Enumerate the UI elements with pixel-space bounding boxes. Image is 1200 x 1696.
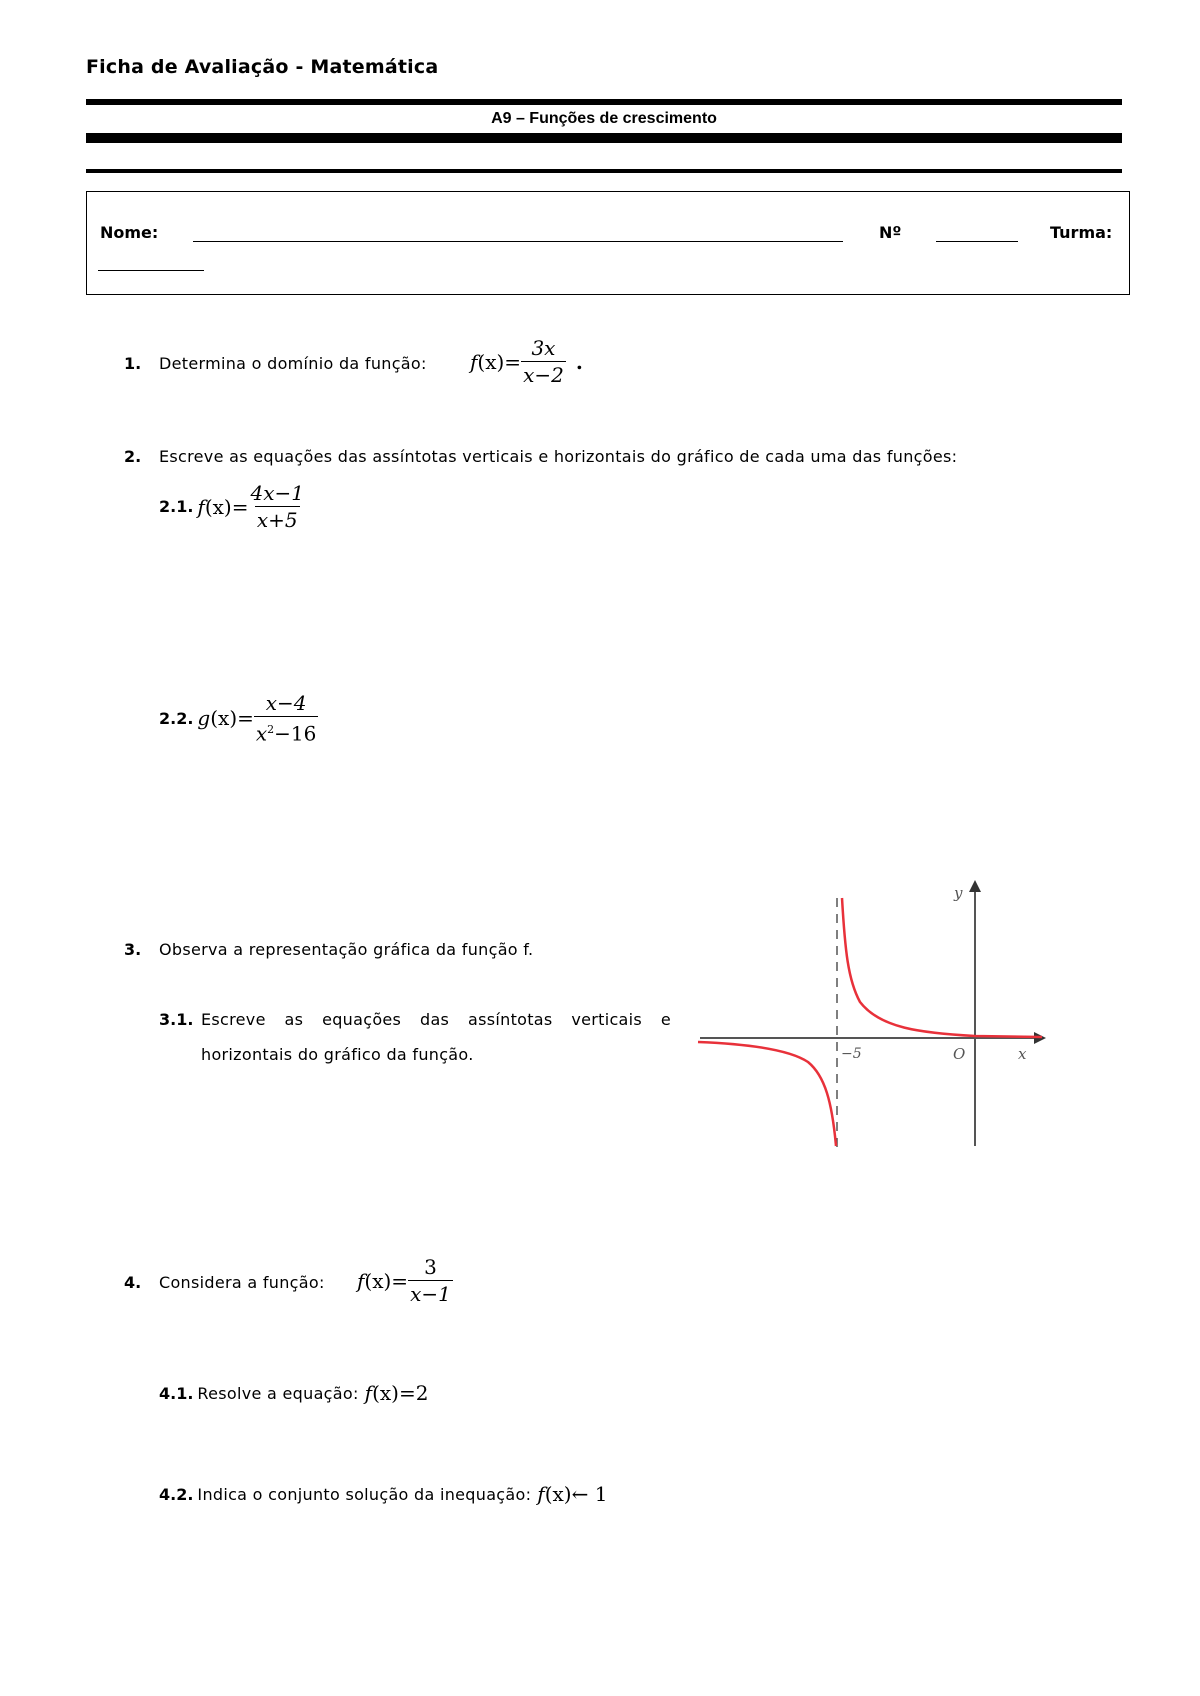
q2-number: 2.	[124, 447, 142, 466]
q1-text: Determina o domínio da função:	[159, 354, 427, 373]
q2-1-formula	[159, 480, 306, 533]
function-graph	[690, 870, 1060, 1160]
q4-2-expr: (x)← 1	[544, 1482, 608, 1506]
q2-2-den-exp: 2	[267, 723, 275, 736]
q1-fraction	[521, 335, 566, 388]
q2-1-denominator: x+5	[256, 508, 298, 532]
q3-number: 3.	[124, 940, 142, 959]
q2-2-numerator: x−4	[265, 691, 307, 715]
number-label: Nº	[879, 223, 902, 242]
q1-formula	[470, 335, 583, 388]
q4-text: Considera a função:	[159, 1273, 325, 1292]
name-label: Nome:	[100, 223, 159, 242]
q2-2-func-name: g	[197, 706, 211, 731]
q2-1-func-name: f	[197, 494, 205, 519]
q4-2-text: Indica o conjunto solução da inequação:	[197, 1484, 532, 1504]
header-rule-bottom	[86, 169, 1122, 173]
header-rule-top	[86, 99, 1122, 105]
curve-right-branch	[842, 898, 1042, 1037]
q2-1-number: 2.1.	[159, 497, 194, 516]
q3-1-line1: Escreve as equações das assíntotas verticais e	[201, 1010, 671, 1029]
q2-1-numerator: 4x−1	[250, 481, 304, 505]
q4-denominator: x−1	[410, 1282, 451, 1306]
graph-x-label: x	[1018, 1045, 1027, 1063]
q2-2-denominator	[254, 716, 319, 747]
q2-1-arg: (x)=	[204, 494, 249, 519]
graph-asymptote-label: −5	[841, 1046, 862, 1062]
q4-fraction	[408, 1254, 453, 1307]
q1-numerator: 3x	[531, 336, 556, 360]
q4-1-expr: (x)=2	[372, 1381, 429, 1405]
q1-number: 1.	[124, 354, 142, 373]
y-axis-arrow-icon	[969, 880, 981, 892]
q2-2-den-rest: −16	[274, 721, 317, 746]
q4-1-text: Resolve a equação:	[197, 1383, 359, 1403]
q3-1-number: 3.1.	[159, 1010, 194, 1029]
q4-2-line	[159, 1482, 607, 1506]
q2-2-formula	[159, 690, 318, 747]
q2-text: Escreve as equações das assíntotas verticais e horizontais do gráfico de cada uma das funções:	[159, 447, 958, 466]
q2-1-fraction	[248, 480, 306, 533]
q4-2-func-name: f	[537, 1482, 545, 1506]
graph-origin-label: O	[953, 1045, 966, 1063]
q4-1-number: 4.1.	[159, 1383, 194, 1403]
q4-1-func-name: f	[364, 1381, 373, 1405]
q3-1-line2: horizontais do gráfico da função.	[201, 1045, 474, 1064]
name-field[interactable]	[193, 241, 843, 242]
q4-func-name: f	[357, 1268, 365, 1293]
q4-1-line	[159, 1381, 428, 1405]
q1-func-name: f	[470, 349, 478, 374]
number-field[interactable]	[936, 241, 1018, 242]
worksheet-title: Ficha de Avaliação - Matemática	[86, 56, 439, 78]
q4-arg: (x)=	[364, 1268, 409, 1293]
q1-arg: (x)=	[477, 349, 522, 374]
q4-2-number: 4.2.	[159, 1484, 194, 1504]
q4-numerator: 3	[424, 1255, 437, 1279]
worksheet-subject: A9 – Funções de crescimento	[491, 110, 717, 127]
q2-2-arg: (x)=	[210, 706, 254, 731]
q2-2-number: 2.2.	[159, 708, 194, 728]
q3-text: Observa a representação gráfica da função f.	[159, 940, 534, 959]
q4-formula	[357, 1254, 453, 1307]
curve-left-branch	[698, 1042, 836, 1146]
q1-period: .	[575, 349, 583, 374]
class-field[interactable]	[98, 270, 204, 271]
header-rule-middle	[86, 133, 1122, 143]
identification-box	[86, 191, 1130, 295]
class-label: Turma:	[1050, 223, 1113, 242]
graph-y-label: y	[954, 884, 963, 902]
q4-number: 4.	[124, 1273, 142, 1292]
q2-2-den-base: x	[255, 721, 268, 746]
q2-2-fraction	[254, 690, 319, 747]
q1-denominator: x−2	[523, 363, 564, 387]
